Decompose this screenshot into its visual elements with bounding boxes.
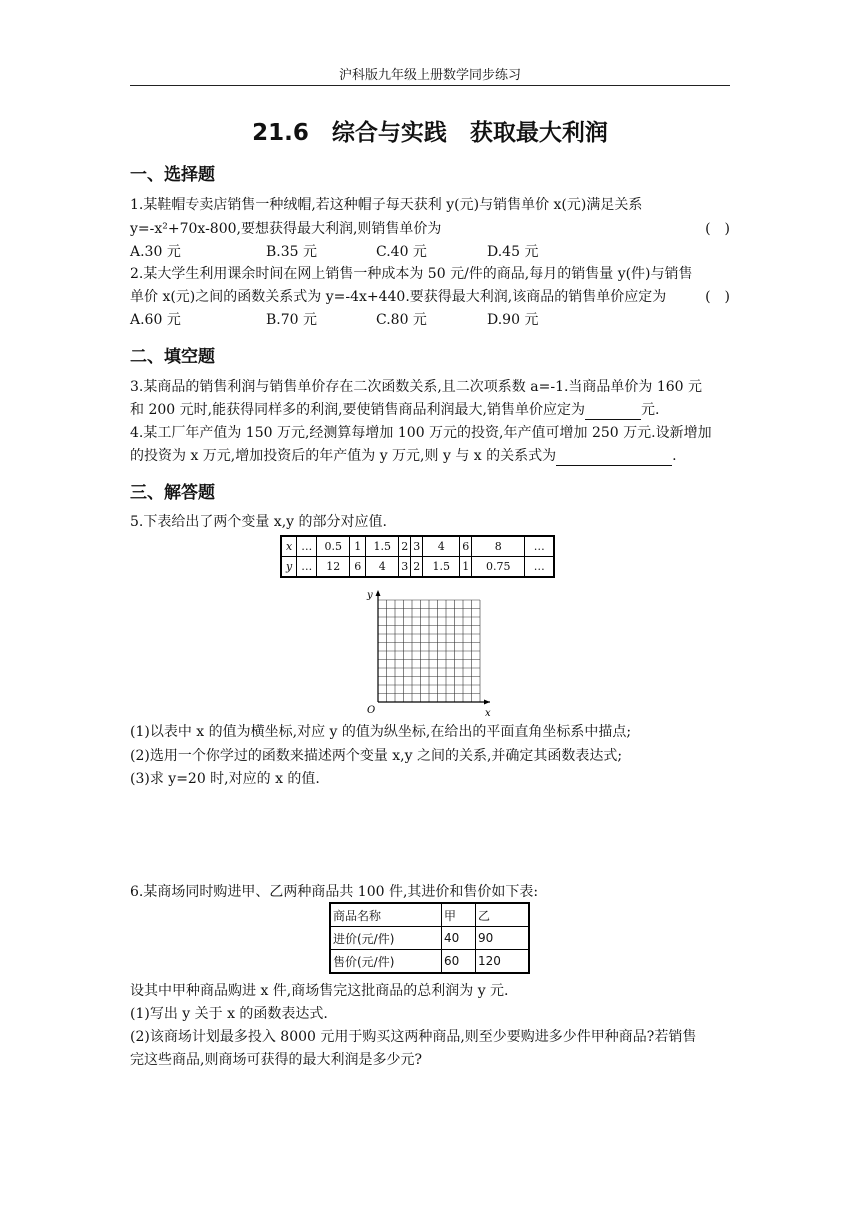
table-cell: 3 xyxy=(399,557,411,578)
table-cell: … xyxy=(297,557,317,578)
table-row xyxy=(330,950,529,974)
q2-line2 xyxy=(130,287,730,307)
table-row xyxy=(281,557,554,578)
table-cell: 4 xyxy=(423,536,460,557)
q4-line1: 4.某工厂年产值为 150 万元,经测算每增加 100 万元的投资,年产值可增加 250 万元.设新增加 xyxy=(130,425,712,441)
q2-option-b: B.70 元 xyxy=(266,312,318,328)
q1-option-c: C.40 元 xyxy=(376,244,427,260)
table-header-cell: 甲 xyxy=(442,903,476,927)
q6-part2-line2: 完这些商品,则商场可获得的最大利润是多少元? xyxy=(130,1052,422,1068)
table-header-cell: 乙 xyxy=(476,903,530,927)
q1-option-a: A.30 元 xyxy=(130,244,181,260)
table-cell: 60 xyxy=(442,950,476,974)
q5-intro: 5.下表给出了两个变量 x,y 的部分对应值. xyxy=(130,514,387,530)
q1-line1: 1.某鞋帽专卖店销售一种绒帽,若这种帽子每天获利 y(元)与销售单价 x(元)满足关系 xyxy=(130,197,643,213)
table-cell: 40 xyxy=(442,927,476,950)
table-cell: x xyxy=(281,536,297,557)
q3-answer-blank[interactable] xyxy=(585,405,641,420)
table-cell: 8 xyxy=(472,536,525,557)
table-cell: 售价(元/件) xyxy=(330,950,442,974)
q2-line2-text: 单价 x(元)之间的函数关系式为 y=-4x+440.要获得最大利润,该商品的销售单价应定为 xyxy=(130,289,667,305)
q2-option-a: A.60 元 xyxy=(130,312,181,328)
q2-option-c: C.80 元 xyxy=(376,312,427,328)
q5-part1: (1)以表中 x 的值为横坐标,对应 y 的值为纵坐标,在给出的平面直角坐标系中描点; xyxy=(130,724,632,740)
q6-setup: 设其中甲种商品购进 x 件,商场售完这批商品的总利润为 y 元. xyxy=(130,983,509,999)
table-cell: … xyxy=(525,557,555,578)
q5-part2: (2)选用一个你学过的函数来描述两个变量 x,y 之间的关系,并确定其函数表达式; xyxy=(130,748,623,764)
q6-intro: 6.某商场同时购进甲、乙两种商品共 100 件,其进价和售价如下表: xyxy=(130,884,539,900)
q2-option-d: D.90 元 xyxy=(487,312,539,328)
page-header: 沪科版九年级上册数学同步练习 xyxy=(338,68,521,83)
q5-part3: (3)求 y=20 时,对应的 x 的值. xyxy=(130,771,320,787)
q1-option-d: D.45 元 xyxy=(487,244,539,260)
q3-line2 xyxy=(130,400,730,420)
q4-line2-tail: . xyxy=(672,448,677,464)
table-cell: 0.75 xyxy=(472,557,525,578)
table-cell: 6 xyxy=(460,536,472,557)
table-cell: 1 xyxy=(350,536,366,557)
q5-value-table xyxy=(280,535,555,578)
table-cell: 90 xyxy=(476,927,530,950)
section-heading-answer: 三、解答题 xyxy=(130,483,215,503)
table-cell: 1 xyxy=(460,557,472,578)
q2-line1: 2.某大学生利用课余时间在网上销售一种成本为 50 元/件的商品,每月的销售量 y(件)与销售 xyxy=(130,266,693,282)
q3-line2-text: 和 200 元时,能获得同样多的利润,要使销售商品利润最大,销售单价应定为 xyxy=(130,402,585,418)
section-heading-choice: 一、选择题 xyxy=(130,165,215,185)
table-cell: 4 xyxy=(366,557,399,578)
q2-answer-paren: ( ) xyxy=(705,289,730,305)
y-axis-label: y xyxy=(367,590,373,601)
q1-line2 xyxy=(130,219,730,239)
table-row xyxy=(330,903,529,927)
section-heading-fill: 二、填空题 xyxy=(130,347,215,367)
origin-label: O xyxy=(367,705,376,716)
q4-answer-blank[interactable] xyxy=(556,451,672,466)
q1-line2-text: y=-x²+70x-800,要想获得最大利润,则销售单价为 xyxy=(130,221,442,237)
q4-line2 xyxy=(130,446,730,466)
table-cell: 3 xyxy=(411,536,423,557)
table-cell: 12 xyxy=(317,557,350,578)
table-row xyxy=(330,927,529,950)
q3-line2-tail: 元. xyxy=(640,402,660,418)
table-cell: 6 xyxy=(350,557,366,578)
table-header-cell: 商品名称 xyxy=(330,903,442,927)
table-cell: 0.5 xyxy=(317,536,350,557)
page-title: 21.6 综合与实践 获取最大利润 xyxy=(252,120,608,146)
q4-line2-text: 的投资为 x 万元,增加投资后的年产值为 y 万元,则 y 与 x 的关系式为 xyxy=(130,448,557,464)
q1-option-b: B.35 元 xyxy=(266,244,318,260)
header-divider xyxy=(130,85,730,86)
table-cell: 1.5 xyxy=(423,557,460,578)
q6-part2-line1: (2)该商场计划最多投入 8000 元用于购买这两种商品,则至少要购进多少件甲种商品?若销售 xyxy=(130,1029,697,1045)
table-row xyxy=(281,536,554,557)
grid-lines xyxy=(378,600,480,702)
q3-line1: 3.某商品的销售利润与销售单价存在二次函数关系,且二次项系数 a=-1.当商品单价为 160 元 xyxy=(130,379,703,395)
q6-part1: (1)写出 y 关于 x 的函数表达式. xyxy=(130,1006,328,1022)
table-cell: … xyxy=(297,536,317,557)
y-axis-arrow xyxy=(376,590,381,596)
table-cell: 120 xyxy=(476,950,530,974)
table-cell: 1.5 xyxy=(366,536,399,557)
coordinate-grid[interactable] xyxy=(364,588,496,720)
table-cell: 2 xyxy=(411,557,423,578)
table-cell: 2 xyxy=(399,536,411,557)
table-cell: 进价(元/件) xyxy=(330,927,442,950)
x-axis-label: x xyxy=(485,708,491,719)
q6-price-table xyxy=(329,902,530,974)
table-cell: … xyxy=(525,536,555,557)
q1-answer-paren: ( ) xyxy=(705,221,730,237)
table-cell: y xyxy=(281,557,297,578)
x-axis-arrow xyxy=(484,700,490,705)
